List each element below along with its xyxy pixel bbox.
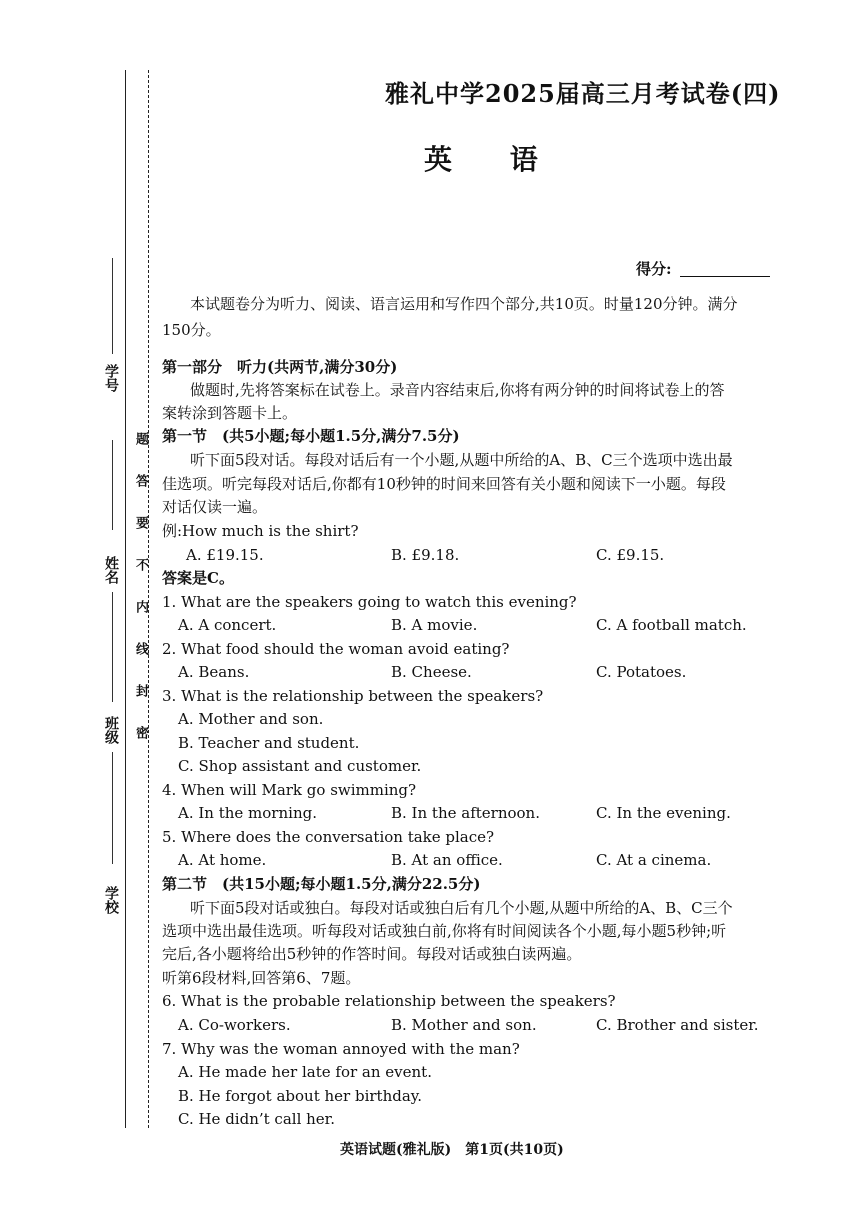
question: 7. Why was the woman annoyed with the man? — [162, 1040, 520, 1058]
margin-line — [125, 70, 126, 1128]
example-question: 例:How much is the shirt? — [162, 522, 359, 540]
instruction-line: 做题时,先将答案标在试卷上。录音内容结束后,你将有两分钟的时间将试卷上的答 — [190, 381, 725, 399]
question: 2. What food should the woman avoid eating? — [162, 640, 510, 658]
option-c: C. In the evening. — [596, 804, 731, 822]
school-label: 学校 — [103, 886, 119, 914]
option-b: B. Cheese. — [391, 663, 472, 681]
exam-title: 雅礼中学2025届高三月考试卷(四) — [385, 79, 781, 108]
option-c: C. Brother and sister. — [596, 1016, 759, 1034]
instruction-line: 对话仅读一遍。 — [162, 498, 268, 516]
seal-line — [148, 70, 149, 1128]
option-a: A. He made her late for an event. — [178, 1063, 432, 1081]
question: 5. Where does the conversation take place? — [162, 828, 495, 846]
option-a: A. Co-workers. — [178, 1016, 291, 1034]
option-a: A. A concert. — [178, 616, 277, 634]
option-c: C. Shop assistant and customer. — [178, 757, 422, 775]
intro-line: 本试题卷分为听力、阅读、语言运用和写作四个部分,共10页。时量120分钟。满分 — [190, 295, 738, 313]
page-footer: 英语试题(雅礼版) 第1页(共10页) — [340, 1142, 564, 1158]
question: 6. What is the probable relationship between the speakers? — [162, 992, 616, 1010]
option-c: C. At a cinema. — [596, 851, 712, 869]
seal-char: 答 — [133, 474, 148, 487]
question: 1. What are the speakers going to watch this evening? — [162, 593, 577, 611]
part-heading: 第一部分 听力(共两节,满分30分) — [162, 358, 398, 376]
option-b: B. Teacher and student. — [178, 734, 360, 752]
example-answer: 答案是C。 — [162, 569, 234, 587]
student-id-line — [112, 258, 113, 354]
section-heading: 第二节 (共15小题;每小题1.5分,满分22.5分) — [162, 875, 481, 893]
option-b: B. In the afternoon. — [391, 804, 540, 822]
seal-char: 密 — [133, 726, 148, 739]
option-a: A. In the morning. — [178, 804, 317, 822]
name-line — [112, 440, 113, 530]
option-c: C. £9.15. — [596, 546, 665, 564]
instruction-line: 听下面5段对话。每段对话后有一个小题,从题中所给的A、B、C三个选项中选出最 — [190, 451, 733, 469]
score-label: 得分: — [636, 260, 672, 278]
instruction-line: 佳选项。听完每段对话后,你都有10秒钟的时间来回答有关小题和阅读下一小题。每段 — [162, 475, 726, 493]
seal-char: 要 — [133, 516, 148, 529]
subject-title: 英 语 — [424, 143, 562, 176]
instruction-line: 案转涂到答题卡上。 — [162, 404, 298, 422]
material-note: 听第6段材料,回答第6、7题。 — [162, 969, 361, 987]
option-a: A. Mother and son. — [178, 710, 324, 728]
option-a: A. At home. — [178, 851, 267, 869]
instruction-line: 选项中选出最佳选项。听每段对话或独白前,你将有时间阅读各个小题,每小题5秒钟;听 — [162, 922, 727, 940]
name-label: 姓名 — [103, 556, 119, 584]
school-line — [112, 752, 113, 864]
option-b: B. He forgot about her birthday. — [178, 1087, 423, 1105]
class-line — [112, 592, 113, 702]
seal-char: 内 — [133, 600, 148, 613]
intro-line: 150分。 — [162, 321, 221, 339]
option-b: B. Mother and son. — [391, 1016, 537, 1034]
option-c: C. A football match. — [596, 616, 747, 634]
option-c: C. Potatoes. — [596, 663, 687, 681]
option-a: A. Beans. — [178, 663, 250, 681]
seal-char: 题 — [133, 432, 148, 445]
section-heading: 第一节 (共5小题;每小题1.5分,满分7.5分) — [162, 427, 460, 445]
seal-char: 封 — [133, 684, 148, 697]
option-b: B. £9.18. — [391, 546, 460, 564]
student-id-label: 学号 — [103, 364, 119, 392]
instruction-line: 听下面5段对话或独白。每段对话或独白后有几个小题,从题中所给的A、B、C三个 — [190, 899, 733, 917]
seal-char: 不 — [133, 558, 148, 571]
score-blank — [680, 276, 770, 277]
option-b: B. At an office. — [391, 851, 503, 869]
option-c: C. He didn’t call her. — [178, 1110, 335, 1128]
question: 3. What is the relationship between the speakers? — [162, 687, 544, 705]
seal-char: 线 — [133, 642, 148, 655]
instruction-line: 完后,各小题将给出5秒钟的作答时间。每段对话或独白读两遍。 — [162, 945, 582, 963]
option-a: A. £19.15. — [186, 546, 264, 564]
question: 4. When will Mark go swimming? — [162, 781, 417, 799]
class-label: 班级 — [103, 716, 119, 744]
option-b: B. A movie. — [391, 616, 478, 634]
